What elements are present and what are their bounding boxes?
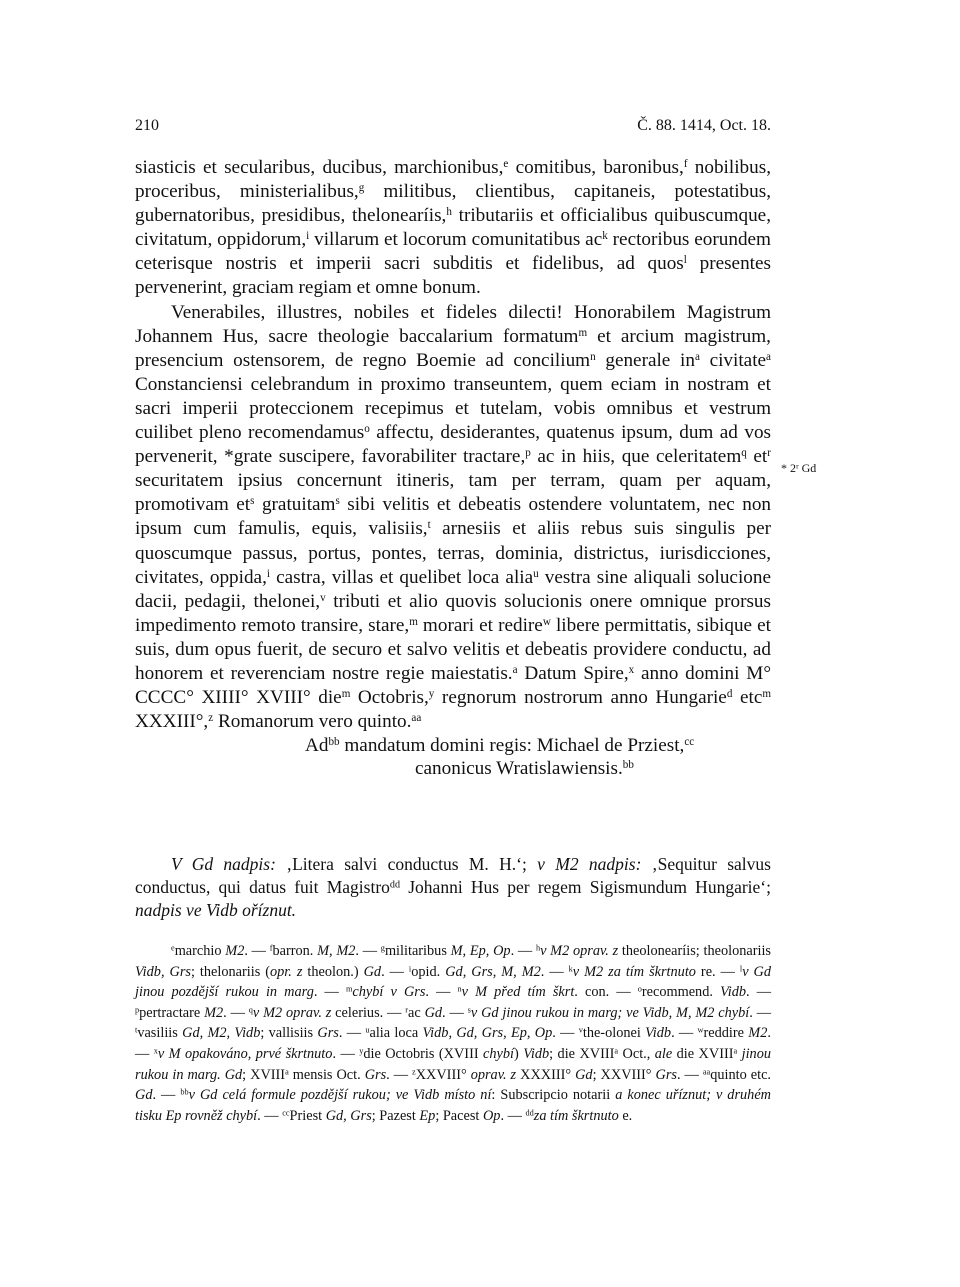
- footnote-marker: f: [683, 157, 688, 170]
- text-run: die Octobris (XVIII: [363, 1045, 484, 1062]
- italic-run: za tím škrtnuto: [533, 1107, 619, 1124]
- text-run: . —: [540, 963, 569, 980]
- footnote-marker: m: [409, 615, 418, 628]
- italic-run: Gd: [575, 1066, 593, 1083]
- text-run: ; die XVIII: [549, 1045, 615, 1062]
- text-run: ; XXVIII°: [592, 1066, 656, 1083]
- italic-run: Grs: [655, 1066, 677, 1083]
- italic-run: Gd, Grs: [325, 1107, 372, 1124]
- text-run: anno domini M° CCCC° XIIII° XVIII° die: [135, 662, 771, 709]
- text-run: civitate: [699, 349, 767, 371]
- footnote-marker: p: [135, 1005, 140, 1015]
- text-run: affectu, desiderantes, quatenus ipsum, dum ad vos pervenerit, *grate suscipere, favorabiliter tractare,: [135, 422, 772, 468]
- italic-run: M, M2: [317, 943, 356, 959]
- italic-run: v M opakováno, prvé škrtnuto: [157, 1045, 333, 1062]
- text-run: Romanorum vero quinto.: [213, 711, 412, 733]
- text-run: opid.: [411, 963, 446, 980]
- signature-line-1: [305, 735, 694, 756]
- footnote-marker: e: [171, 943, 175, 953]
- italic-run: Vidb: [523, 1045, 550, 1062]
- footnote-marker: t: [427, 519, 431, 532]
- text-run: ; Pacest: [435, 1107, 483, 1124]
- text-run: ): [514, 1045, 524, 1062]
- italic-run: Op: [482, 1107, 501, 1124]
- text-run: reddire: [703, 1025, 749, 1042]
- footnote-marker: q: [248, 1005, 253, 1015]
- italic-run: v M2 nadpis:: [537, 854, 652, 874]
- footnote-marker: s: [467, 1005, 471, 1015]
- text-run: siasticis et secularibus, ducibus, marchionibus,: [135, 157, 504, 178]
- footnote-marker: y: [359, 1046, 364, 1056]
- italic-run: M2: [748, 1025, 768, 1042]
- text-run: ; XVIII: [242, 1066, 286, 1083]
- footnote-marker: g: [380, 943, 385, 953]
- footnote-marker: h: [535, 943, 541, 953]
- apparatus-text: [135, 941, 771, 1126]
- footnote-marker: m: [578, 326, 588, 339]
- footnote-marker: o: [364, 422, 370, 435]
- text-run: regnorum nostrorum anno Hungarie: [434, 687, 727, 709]
- text-run: . —: [381, 963, 409, 980]
- text-run: nobilibus, proceribus, ministerialibus,: [135, 157, 771, 203]
- footnote-marker: aa: [702, 1067, 711, 1077]
- footnote-marker: u: [533, 567, 539, 580]
- text-run: canonicus Wratislawiensis.: [415, 758, 623, 780]
- text-run: et arcium magistrum, presencium ostensorem, de regno Boemie ad concilium: [135, 325, 771, 371]
- italic-run: Vidb, Grs: [135, 963, 191, 980]
- footnote-marker: z: [412, 1067, 416, 1077]
- italic-run: V Gd nadpis:: [171, 854, 287, 874]
- text-run: arnesiis et aliis rebus suis singulis per quoscumque passus, portus, pontes, terras, dominia, districtus, iurisdicciones, civitates, oppida,: [135, 518, 771, 588]
- italic-run: v M před tím škrt: [461, 984, 575, 1001]
- text-run: sibi velitis et debeatis ostendere voluntatem, nec non ipsum cum famulis, equis, valisiis,: [135, 494, 772, 540]
- critical-apparatus: [135, 941, 771, 1126]
- italic-run: Gd, M2, Vidb: [182, 1025, 261, 1042]
- footnote-marker: a: [766, 350, 771, 363]
- footnote-marker: v: [578, 1025, 583, 1035]
- footnote-marker: bb: [622, 759, 634, 772]
- page-number: 210: [135, 117, 159, 134]
- paragraph-address: [135, 156, 771, 301]
- text-run: Ad: [305, 735, 329, 757]
- text-run: theolon.): [302, 963, 364, 980]
- italic-run: nadpis ve Vidb oříznut.: [135, 900, 297, 920]
- text-run: libere permittatis, sibique et suis, dum opus fuerit, de securo et salvo velitis et debeatis providere conductu, ad honorem et reverenciam nostre regie maiestatis.: [135, 614, 771, 684]
- italic-run: oprav. z: [470, 1066, 517, 1083]
- text-run: . —: [746, 984, 772, 1001]
- italic-run: v Gd jinou pozdější rukou in marg: [135, 963, 771, 1001]
- footnote-marker: m: [341, 687, 351, 700]
- italic-run: opr. z: [270, 963, 303, 980]
- footnote-marker: l: [683, 254, 687, 267]
- text-run: : Subscripcio notarii: [491, 1087, 616, 1104]
- italic-run: Ep: [419, 1107, 436, 1124]
- text-run: recommend.: [641, 984, 721, 1001]
- text-run: . —: [552, 1025, 579, 1042]
- running-title: Č. 88. 1414, Oct. 18.: [637, 117, 771, 134]
- footnote-marker: a: [733, 1046, 738, 1056]
- footnote-marker: a: [694, 350, 700, 363]
- text-run: XXXIII°: [516, 1066, 576, 1083]
- footnote-marker: h: [446, 206, 452, 219]
- text-run: vasiliis: [137, 1025, 183, 1042]
- text-run: the-olonei: [582, 1025, 646, 1042]
- footnote-marker: k: [602, 230, 608, 243]
- footnote-marker: x: [153, 1046, 158, 1056]
- text-run: quinto etc.: [710, 1066, 771, 1083]
- text-run: mensis Oct.: [288, 1066, 365, 1083]
- text-run: . —: [442, 1004, 468, 1021]
- text-run: die XVIII: [672, 1045, 734, 1062]
- text-run: . —: [510, 943, 536, 959]
- italic-run: v M2 za tím škrtnuto: [572, 963, 696, 980]
- italic-run: Vidb: [645, 1025, 672, 1042]
- footnote-marker: aa: [411, 712, 422, 725]
- footnote-marker: l: [739, 964, 743, 974]
- footnote-marker: i: [266, 567, 270, 580]
- italic-run: v M2 oprav. z: [252, 1004, 332, 1021]
- text-run: militibus, clientibus, capitaneis, potestatibus, gubernatoribus, presidibus, thelonearíis,: [135, 181, 771, 227]
- text-run: XXVIII°: [415, 1066, 471, 1083]
- italic-run: Grs: [364, 1066, 387, 1083]
- footnote-marker: w: [697, 1025, 704, 1035]
- footnote-marker: g: [358, 181, 365, 194]
- text-run: . —: [386, 1066, 413, 1083]
- text-run: villarum et locorum comunitatibus ac: [309, 229, 603, 251]
- footnote-marker: dd: [525, 1108, 534, 1118]
- heading-note-text: [135, 853, 771, 922]
- text-run: . —: [244, 943, 270, 959]
- text-run: . con. —: [574, 984, 638, 1001]
- footnote-marker: m: [345, 984, 353, 994]
- text-run: mandatum domini regis: Michael de Prziest,: [339, 735, 685, 757]
- footnote-marker: i: [306, 230, 310, 243]
- text-run: barron.: [272, 943, 318, 959]
- text-run: ac in hiis, que celeritatem: [530, 446, 742, 468]
- text-run: . —: [332, 1045, 360, 1062]
- footnote-marker: a: [614, 1046, 619, 1056]
- text-run: ‚Sequitur salvus conductus, qui datus fuit Magistro: [135, 854, 771, 897]
- text-run: . —: [313, 984, 346, 1001]
- footnote-marker: s: [250, 495, 255, 508]
- text-run: morari et redire: [417, 614, 543, 636]
- footnote-marker: u: [365, 1025, 370, 1035]
- footnote-marker: y: [428, 687, 435, 700]
- italic-run: a konec uříznut; v druhém tisku Ep rovněž chybí: [135, 1087, 771, 1124]
- text-run: tributi et alio quovis solucionis onere omnique prorsus impedimento remoto transire, stare,: [135, 590, 771, 636]
- text-run: castra, villas et quelibet loca alia: [269, 566, 534, 588]
- footnote-marker: q: [741, 447, 747, 460]
- footnote-marker: v: [320, 591, 326, 604]
- italic-run: v M2 oprav. z: [540, 943, 619, 959]
- text-run: . —: [223, 1004, 249, 1021]
- text-run: rectoribus eorundem ceterisque nostris et imperii sacri subditis et fidelibus, ad quos: [135, 229, 771, 275]
- text-run: presentes pervenerint, graciam regiam et omne bonum.: [135, 253, 771, 299]
- text-run: gratuitam: [254, 494, 336, 516]
- text-run: . —: [257, 1107, 283, 1124]
- italic-run: Gd: [135, 1087, 153, 1104]
- margin-folio-note: * 2ʳ Gd: [781, 461, 817, 475]
- text-run: theolonearíis; theolonariis: [618, 943, 771, 959]
- text-run: vestra sine aliquali solucione dacii, pedagii, thelonei,: [135, 566, 771, 612]
- text-run: ; vallisiis: [260, 1025, 318, 1042]
- italic-run: Vidb: [720, 984, 747, 1001]
- italic-run: chybí: [483, 1045, 514, 1062]
- text-run: ; Pazest: [371, 1107, 420, 1124]
- text-run: tributariis et officialibus quibuscumque, civitatum, oppidorum,: [135, 205, 771, 251]
- text-run: ‚Litera salvi conductus M. H.‘;: [286, 854, 538, 874]
- text-run: Venerabiles, illustres, nobiles et fideles dilecti! Honorabilem Magistrum Johannem Hus, sacre theologie baccalarium formatum: [135, 301, 771, 347]
- footnote-marker: n: [457, 984, 462, 994]
- footnote-marker: e: [503, 157, 509, 170]
- text-run: generale in: [595, 349, 695, 371]
- footnote-marker: i: [408, 964, 412, 974]
- text-run: et: [746, 446, 768, 468]
- footnote-marker: cc: [282, 1108, 290, 1118]
- text-run: . —: [425, 984, 458, 1001]
- italic-run: ale: [654, 1045, 673, 1062]
- charter-text: [135, 156, 771, 780]
- text-run: . —: [500, 1107, 526, 1124]
- italic-run: Gd, Grs, M, M2: [445, 963, 541, 980]
- italic-run: jinou rukou in marg. Gd: [135, 1045, 771, 1083]
- text-run: e.: [618, 1107, 633, 1124]
- footnote-marker: dd: [389, 879, 401, 891]
- text-run: comitibus, baronibus,: [508, 157, 684, 178]
- footnote-marker: t: [135, 1025, 138, 1035]
- text-run: Oct.,: [618, 1045, 655, 1062]
- text-run: ac: [408, 1004, 425, 1021]
- text-run: marchio: [174, 943, 226, 959]
- footnote-marker: a: [285, 1067, 289, 1077]
- text-run: Constanciensi celebrandum in proximo transeuntem, quem eciam in nostram et sacri imperii proteccionem recepimus et tutelam, vobis omnibus et vestrum cuilibet pleno recomendamus: [135, 373, 771, 444]
- italic-run: M, Ep, Op: [450, 943, 511, 959]
- footnote-marker: k: [568, 964, 573, 974]
- footnote-marker: x: [628, 663, 635, 676]
- text-run: etc: [732, 687, 763, 709]
- footnote-marker: r: [767, 447, 771, 460]
- footnote-marker: d: [726, 687, 733, 700]
- text-run: ; thelonariis (: [190, 963, 270, 980]
- text-run: Octobris,: [350, 687, 429, 709]
- footnote-marker: f: [269, 943, 273, 953]
- italic-run: v Gd celá formule pozdější rukou; ve Vidb místo ní: [188, 1087, 492, 1104]
- footnote-marker: cc: [684, 736, 695, 749]
- text-run: Priest: [289, 1107, 326, 1124]
- text-run: . —: [135, 1025, 771, 1062]
- text-run: celerius. —: [331, 1004, 406, 1021]
- footnote-marker: r: [405, 1005, 408, 1015]
- text-run: securitatem ipsius concernunt itineris, tam per terram, quam per aquam, promotivam et: [135, 470, 771, 516]
- text-run: Johanni Hus per regem Sigismundum Hungarie‘;: [400, 877, 771, 897]
- text-run: pertractare: [139, 1004, 205, 1021]
- footnote-marker: bb: [328, 736, 340, 749]
- text-run: . —: [676, 1066, 703, 1083]
- text-run: alia loca: [369, 1025, 423, 1042]
- italic-run: v Gd jinou rukou in marg; ve Vidb, M, M2 chybí: [470, 1004, 750, 1021]
- footnote-marker: a: [512, 663, 518, 676]
- heading-note: [135, 853, 771, 922]
- italic-run: Gd: [363, 963, 382, 980]
- footnote-marker: p: [525, 447, 531, 460]
- text-run: . —: [338, 1025, 366, 1042]
- running-header: [135, 117, 771, 135]
- paragraph-main: [135, 301, 771, 735]
- italic-run: Grs: [317, 1025, 339, 1042]
- text-run: . —: [355, 943, 381, 959]
- italic-run: Vidb, Gd, Grs, Ep, Op: [422, 1025, 553, 1042]
- footnote-marker: s: [335, 495, 340, 508]
- footnote-marker: m: [762, 687, 771, 700]
- text-run: . —: [671, 1025, 698, 1042]
- footnote-marker: z: [208, 712, 214, 725]
- italic-run: chybí v Grs: [352, 984, 426, 1001]
- footnote-marker: o: [637, 984, 642, 994]
- signature-line-2: [305, 757, 771, 780]
- text-run: . —: [152, 1087, 181, 1104]
- text-run: . —: [749, 1004, 771, 1021]
- italic-run: Gd: [424, 1004, 443, 1021]
- footnote-marker: w: [542, 615, 551, 628]
- italic-run: M2: [204, 1004, 224, 1021]
- italic-run: M2: [225, 943, 245, 959]
- text-run: re. —: [695, 963, 740, 980]
- text-run: XXXIII°,: [135, 711, 209, 733]
- footnote-marker: n: [590, 350, 596, 363]
- text-run: Datum Spire,: [517, 662, 629, 684]
- signature-block: [135, 734, 771, 780]
- footnote-marker: bb: [180, 1087, 189, 1097]
- text-run: militaribus: [384, 943, 451, 959]
